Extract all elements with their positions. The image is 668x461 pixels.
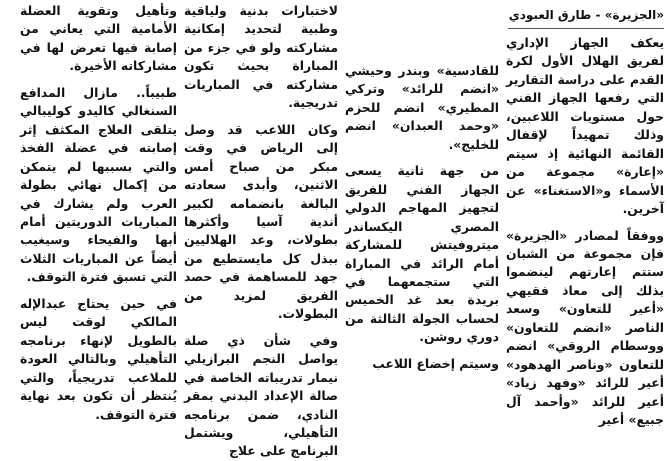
article-column-3 — [184, 2, 338, 461]
article-column-1 — [506, 34, 664, 430]
paragraph: للقادسية» وبندر وحيشي «انضم للرائد» وتركي المطيري» انضم للحزم «وحمد العبدان» انضم للخليج». — [345, 63, 499, 152]
paragraph: يعكف الجهاز الإداري لفريق الهلال الأول لكرة القدم على دراسة التقارير التي رفعها الجهاز الفني حول مستويات اللاعبين، وذلك تمهيداً لإقفال القائمة النهائية إذ سيتم «إعارة» مجموعة من الأسماء و«الاستغناء» عن آخرين. — [506, 35, 664, 217]
paragraph: وكان اللاعب قد وصل إلى الرياض في وقت مبكر من صباح أمس الاثنين، وأبدى سعادته البالغة بانضمامه لكبير أندية آسيا وأكثرها بطولات، وعد الهلاليين ببذل كل مايستطيع من جهد للمساهمة في حصد الفريق لمزيد من البطولات. — [184, 121, 338, 322]
article-column-2 — [345, 62, 499, 373]
paragraph: لاختبارات بدنية ولياقية وطبية لتحديد إمكانية مشاركته ولو في جزء من المباراة بحيث تكون مشاركته في المباريات تدريجية. — [184, 3, 338, 111]
article-column-4 — [20, 2, 177, 424]
byline: «الجزيرة» - طارق العبودي — [508, 8, 664, 22]
paragraph: طبيباً.. مازال المدافع السنغالي كاليدو كوليبالي يتلقى العلاج المكثف إثر إصابته في عضلة الفخذ والتي بسببها لم يتمكن من إكمال نهائي بطولة العرب ولم يشارك في المباريات الدوريتين أمام أبها والفيحاء وسيغيب أيضاً عن المباريات الثلاث التي تسبق فترة التوقف. — [20, 84, 177, 285]
byline-divider — [508, 28, 664, 29]
paragraph: في حين يحتاج عبدالإله المالكي لوقت ليس بالطويل لإنهاء برنامجه التأهيلي وبالتالي العودة للملاعب تدريجياً، والتي يُنتظر أن تكون بعد نهاية فترة التوقف. — [20, 295, 177, 422]
paragraph: وفي شأن ذي صلة يواصل النجم البرازيلي نيمار تدريباته الخاصة في صالة الإعداد البدني بمقر النادي، ضمن برنامجه التأهيلي، ويشتمل البرنامج على علاج — [184, 332, 338, 459]
paragraph: وسيتم إخضاع اللاعب — [372, 355, 499, 371]
paragraph: من جهة ثانية يسعى الجهاز الفني للفريق لتجهيز المهاجم الدولي المصري اليكساندر ميتروفيتش للمشاركة أمام الرائد في المباراة التي ستجمعهما في بريدة بعد غد الخميس لحساب الجولة الثالثة من دوري روشن. — [345, 163, 499, 345]
paragraph: ووفقاً لمصادر «الجزيرة» فإن مجموعة من الشبان ستتم إعارتهم لينضموا بذلك إلى معاذ فقيهي «أعير للتعاون» وسعد الناصر «انضم للتعاون» ووسطام الروقي» انضم للتعاون «وناصر الهدهود» أعير للرائد «وفهد زياد» أعير للرائد «وأحمد آل جبيع» أعير — [506, 227, 664, 428]
paragraph: وتأهيل وتقوية العضلة الأمامية التي يعاني من إصابة فيها تعرض لها في مشاركاته الأخيرة. — [20, 3, 177, 74]
